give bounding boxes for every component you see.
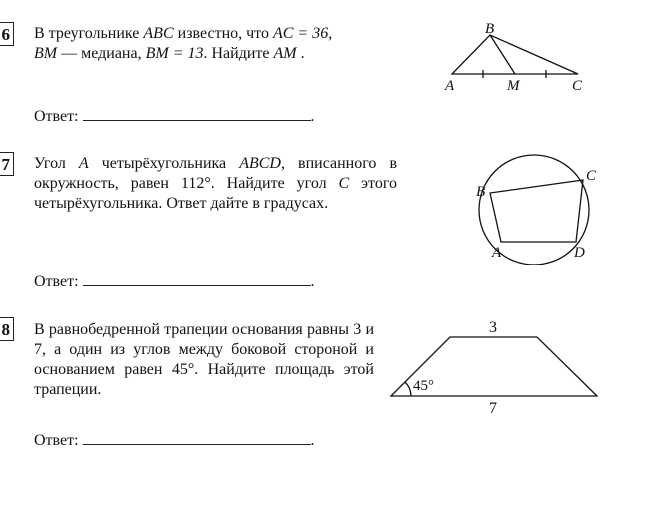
label-top-base: 3 — [489, 319, 497, 336]
answer-line[interactable] — [83, 106, 311, 121]
label-d: D — [574, 245, 585, 261]
task-6-text: В треугольнике ABC известно, что AC = 36, BM — медиана, BM = 13. Найдите AM . — [34, 25, 333, 62]
label-bottom-base: 7 — [489, 400, 497, 417]
answer-label: Ответ: — [34, 432, 79, 449]
label-a: A — [492, 245, 502, 261]
task-6-answer — [34, 106, 315, 127]
task-8-answer — [34, 430, 315, 451]
answer-period: . — [310, 273, 315, 290]
label-angle: 45° — [413, 378, 434, 394]
task-number-8: 8 — [0, 317, 14, 341]
answer-label: Ответ: — [34, 108, 79, 125]
task-number-6: 6 — [0, 22, 14, 46]
label-b: B — [485, 21, 495, 37]
label-m: M — [507, 78, 520, 94]
inscribed-quadrilateral-figure — [470, 150, 610, 265]
answer-label: Ответ: — [34, 273, 79, 290]
triangle-abc — [452, 35, 578, 74]
answer-line[interactable] — [83, 271, 311, 286]
label-a: A — [445, 78, 455, 94]
trapezoid-figure — [385, 315, 605, 420]
task-8-text: В равнобедренной трапеции основания равны 3 и 7, а один из углов между боковой стороной и основанием равен 45°. Найдите площадь этой трапеции. — [34, 321, 374, 398]
task-number-7: 7 — [0, 152, 14, 176]
answer-period: . — [310, 432, 315, 449]
answer-line[interactable] — [83, 430, 311, 445]
task-7-text: Угол A четырёхугольника ABCD, вписанного в окружность, равен 112°. Найдите угол C этого четырёхугольника. Ответ дайте в градусах. — [34, 155, 398, 212]
label-c: C — [586, 168, 597, 184]
label-b: B — [476, 184, 486, 200]
answer-period: . — [310, 108, 315, 125]
angle-arc — [405, 382, 411, 396]
label-c: C — [572, 78, 583, 94]
task-7-answer — [34, 271, 315, 292]
quadrilateral-abcd — [490, 180, 583, 242]
triangle-figure — [440, 20, 600, 95]
